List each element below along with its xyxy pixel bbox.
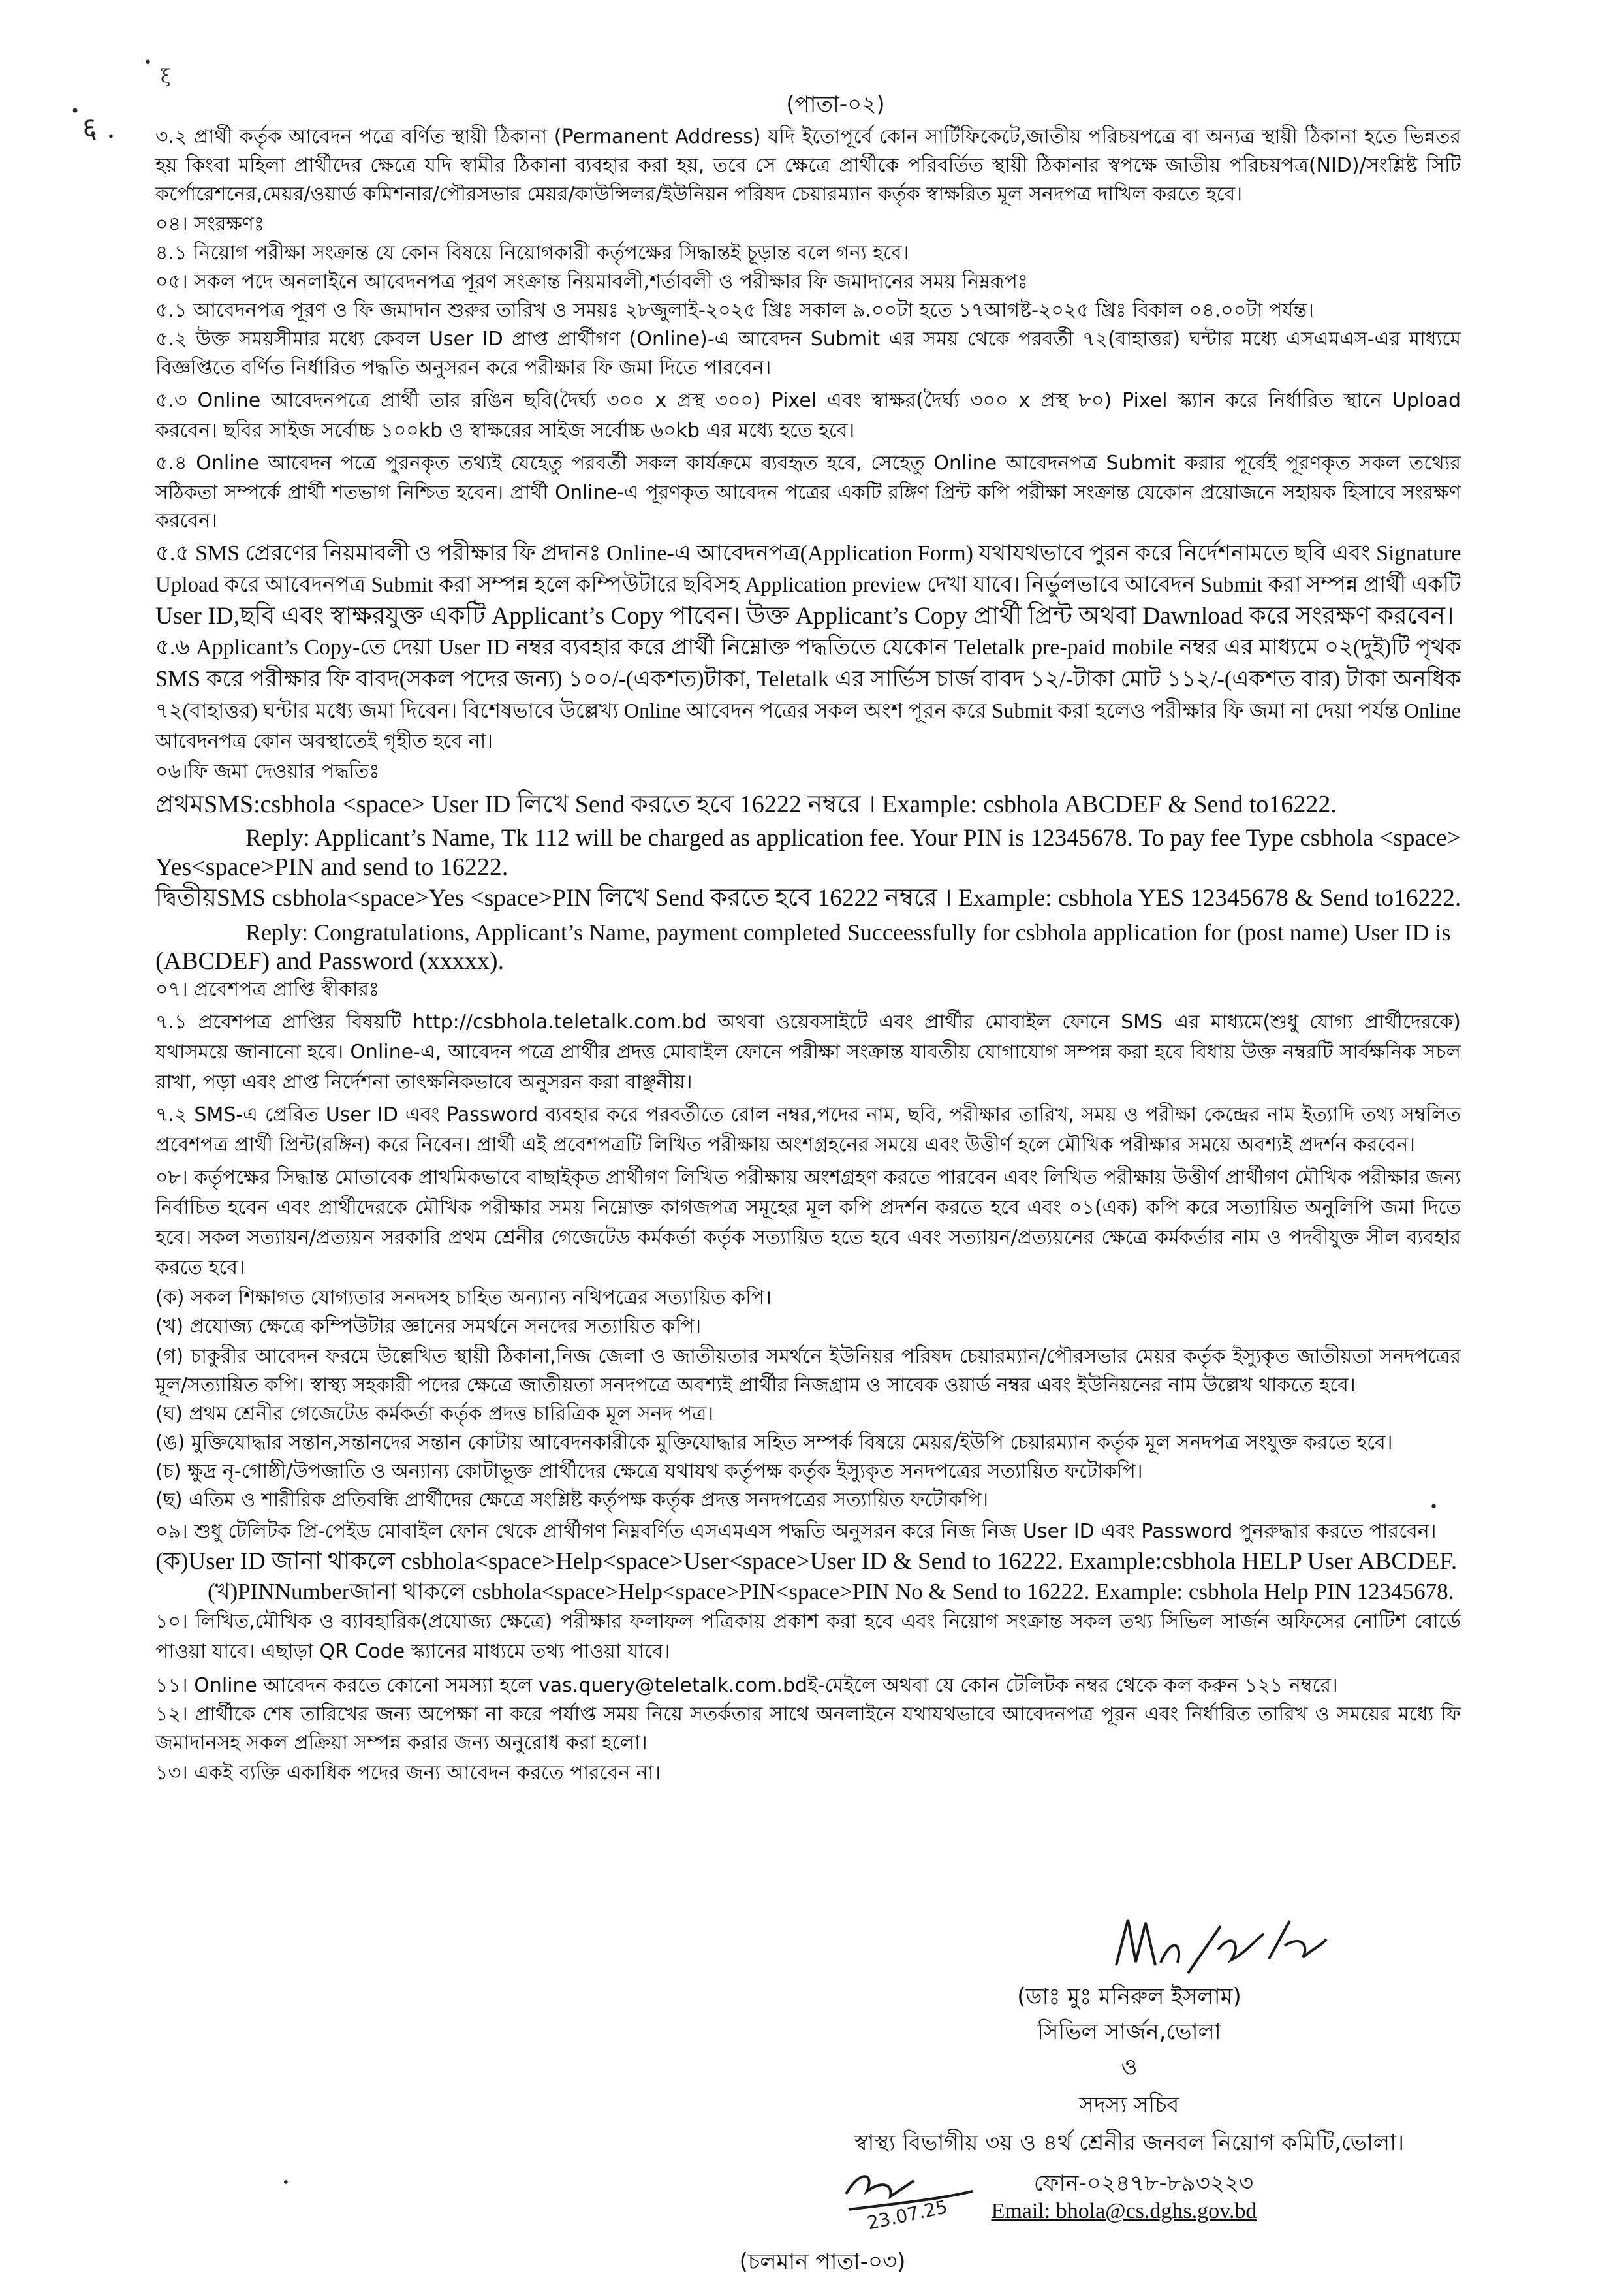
- body-line: (ক) সকল শিক্ষাগত যোগ্যতার সনদসহ চাহিত অন্যান্য নথিপত্রের সত্যায়িত কপি।: [155, 1286, 772, 1309]
- body-line: ৫.১ আবেদনপত্র পূরণ ও ফি জমাদান শুরুর তারিখ ও সময়ঃ ২৮জুলাই-২০২৫ খ্রিঃ সকাল ৯.০০টা হতে ১৭আগষ্ট-২০২৫ খ্রিঃ বিকাল ০৪.০০টা পর্যন্ত।: [155, 299, 1314, 322]
- stray-mark-4: ६ .: [82, 112, 116, 145]
- body-line: পাওয়া যাবে। এছাড়া QR Code স্ক্যানের মাধ্যমে তথ্য পাওয়া যাবে।: [155, 1640, 670, 1663]
- body-line: জমাদানসহ সকল প্রক্রিয়া সম্পন্ন করার জন্য অনুরোধ করা হলো।: [155, 1732, 648, 1754]
- stray-mark-5: •: [1429, 1499, 1438, 1515]
- initials-date: 23.07.25: [865, 2196, 950, 2234]
- body-line: কর্পোরেশনের,মেয়র/ওয়ার্ড কমিশনার/পৌরসভার মেয়র/কাউন্সিলর/ইউনিয়ন পরিষদ চেয়ারম্যান কর্তৃক স্বাক্ষরিত মূল সনদপত্র দাখিল করতে হবে।: [155, 183, 1243, 206]
- body-line: ১৩। একই ব্যক্তি একাধিক পদের জন্য আবেদন করতে পারবেন না।: [155, 1762, 661, 1784]
- body-line: ০৫। সকল পদে অনলাইনে আবেদনপত্র পূরণ সংক্রান্ত নিয়মাবলী,শর্তাবলী ও পরীক্ষার ফি জমাদানের সময় নিম্নরূপঃ: [155, 270, 1028, 293]
- phone-number: ফোন-০২৪৭৮-৮৯৩২২৩: [1033, 2170, 1254, 2196]
- body-line: (খ) প্রযোজ্য ক্ষেত্রে কম্পিউটার জ্ঞানের সমর্থনে সনদের সত্যায়িত কপি।: [155, 1315, 702, 1338]
- body-line: ১১। Online আবেদন করতে কোনো সমস্যা হলে vas.query@teletalk.com.bdই-মেইলে অথবা যে কোন টেলিটক নম্বর থেকে কল করুন ১২১ নম্বরে।: [155, 1674, 1338, 1697]
- body-line: বিজ্ঞপ্তিতে বর্ণিত নির্ধারিত পদ্ধতি অনুসরন করে পরীক্ষার ফি জমা দিতে পারবেন।: [155, 357, 772, 379]
- body-line: ৭.২ SMS-এ প্রেরিত User ID এবং Password ব্যবহার করে পরবর্তীতে রোল নম্বর,পদের নাম, ছবি, পরীক্ষার তারিখ, সময় ও পরীক্ষা কেন্দ্রের নাম ইত্যাদি তথ্য সম্বলিত: [155, 1103, 1461, 1126]
- signature-image: [1110, 1890, 1332, 1991]
- stray-mark-2: ξ: [161, 65, 171, 87]
- signatory-conj: ও: [1121, 2054, 1138, 2080]
- stray-mark-3: •: [70, 102, 80, 120]
- body-line: ০৬।ফি জমা দেওয়ার পদ্ধতিঃ: [155, 760, 380, 783]
- signatory-name: (ডাঃ মুঃ মনিরুল ইসলাম): [1017, 1984, 1241, 2010]
- body-line: ৭.১ প্রবেশপত্র প্রাপ্তির বিষয়টি http://csbhola.teletalk.com.bd অথবা ওয়েবসাইটে এবং প্রার্থীর মোবাইল ফোনে SMS এর মাধ্যমে(শুধু যোগ্য প্রার্থীদেরকে): [155, 1011, 1461, 1034]
- body-line: (ক)User ID জানা থাকলে csbhola<space>Help<space>User<space>User ID & Send to 16222. Example:csbhola HELP User ABCDEF.: [155, 1548, 1458, 1575]
- body-line: Reply: Applicant’s Name, Tk 112 will be charged as application fee. Your PIN is 12345678. To pay fee Type csbhola <space>: [245, 825, 1461, 851]
- stray-mark-6: •: [282, 2174, 290, 2190]
- signature-stroke: [1116, 1920, 1326, 1973]
- body-line: প্রবেশপত্র প্রার্থী প্রিন্ট(রঙ্গিন) করে নিবেন। প্রার্থী এই প্রবেশপত্রটি লিখিত পরীক্ষায় অংশগ্রহনের সময়ে এবং উত্তীর্ণ হলে মৌখিক পরীক্ষার সময়ে অবশ্যই প্রদর্শন করবেন।: [155, 1133, 1415, 1156]
- committee-name: স্বাস্থ্য বিভাগীয় ৩য় ও ৪র্থ শ্রেনীর জনবল নিয়োগ কমিটি,ভোলা।: [854, 2130, 1405, 2156]
- body-line: ০৯। শুধু টেলিটক প্রি-পেইড মোবাইল ফোন থেকে প্রার্থীগণ নিম্নবর্ণিত এসএমএস পদ্ধতি অনুসরন করে নিজ নিজ User ID এবং Password পুনরুদ্ধার করতে পারবেন।: [155, 1520, 1437, 1543]
- body-line: করবেন।: [155, 509, 217, 532]
- body-line: ৫.৫ SMS প্রেরণের নিয়মাবলী ও পরীক্ষার ফি প্রদানঃ Online-এ আবেদনপত্র(Application Form) যথাযথভাবে পুরন করে নির্দেশনামতে ছবি এবং Signature: [155, 541, 1461, 565]
- body-line: ১২। প্রার্থীকে শেষ তারিখের জন্য অপেক্ষা না করে পর্যাপ্ত সময় নিয়ে সতর্কতার সাথে অনলাইনে যথাযথভাবে আবেদনপত্র পূরন এবং নির্ধারিত তারিখ ও সময়ের মধ্যে ফি: [155, 1703, 1461, 1726]
- page-footer: (চলমান পাতা-০৩): [739, 2249, 906, 2275]
- body-line: Reply: Congratulations, Applicant’s Name, payment completed Succeessfully for csbhola application for (post name) User ID is: [245, 919, 1451, 945]
- body-line: (ঙ) মুক্তিযোদ্ধার সন্তান,সন্তানদের সন্তান কোটায় আবেদনকারীকে মুক্তিযোদ্ধার সহিত সম্পর্ক বিষয়ে মেয়র/ইউপি চেয়ারম্যান কর্তৃক মূল সনদপত্র সংযুক্ত করতে হবে।: [155, 1431, 1393, 1454]
- body-line: আবেদনপত্র কোন অবস্থাতেই গৃহীত হবে না।: [155, 730, 493, 753]
- body-line: রাখা, পড়া এবং প্রাপ্ত নির্দেশনা তাৎক্ষনিকভাবে অনুসরন করা বাঞ্ছনীয়।: [155, 1071, 693, 1094]
- body-line: ৫.২ উক্ত সময়সীমার মধ্যে কেবল User ID প্রাপ্ত প্রার্থীগণ (Online)-এ আবেদন Submit এর সময় থেকে পরবর্তী ৭২(বাহাত্তর) ঘন্টার মধ্যে এসএমএস-এর মাধ্যমে: [155, 328, 1461, 351]
- body-line: করবেন। ছবির সাইজ সর্বোচ্চ ১০০kb ও স্বাক্ষরের সাইজ সর্বোচ্চ ৬০kb এর মধ্যে হতে হবে।: [155, 419, 855, 442]
- body-line: User ID,ছবি এবং স্বাক্ষরযুক্ত একটি Applicant’s Copy পাবেন। উক্ত Applicant’s Copy প্রার্থী প্রিন্ট অথবা Dawnload করে সংরক্ষণ করবেন।: [155, 603, 1454, 629]
- body-line: ৪.১ নিয়োগ পরীক্ষা সংক্রান্ত যে কোন বিষয়ে নিয়োগকারী কর্তৃপক্ষের সিদ্ধান্তই চূড়ান্ত বলে গন্য হবে।: [155, 242, 909, 264]
- body-line: ৫.৩ Online আবেদনপত্রে প্রার্থী তার রঙিন ছবি(দৈর্ঘ্য ৩০০ x প্রস্থ ৩০০) Pixel এবং স্বাক্ষর(দৈর্ঘ্য ৩০০ x প্রস্থ ৮০) Pixel স্ক্যান করে নির্ধারিত স্থানে Upload: [155, 389, 1461, 412]
- body-line: Yes<space>PIN and send to 16222.: [155, 853, 508, 881]
- signatory-role: সদস্য সচিব: [1079, 2092, 1179, 2118]
- signatory-designation: সিভিল সার্জন,ভোলা: [1037, 2019, 1221, 2045]
- body-line: দ্বিতীয়SMS csbhola<space>Yes <space>PIN লিখে Send করতে হবে 16222 নম্বরে । Example: csbhola YES 12345678 & Send to16222.: [155, 885, 1461, 911]
- body-line: ০৪। সংরক্ষণঃ: [155, 213, 264, 236]
- page-header: (পাতা-০২): [786, 91, 885, 118]
- body-line: ৭২(বাহাত্তর) ঘন্টার মধ্যে জমা দিবেন। বিশেষভাবে উল্লেখ্য Online আবেদন পত্রের সকল অংশ পূরন করে Submit করা হলেও পরীক্ষার ফি জমা না দেয়া পর্যন্ত Online: [155, 699, 1461, 722]
- body-line: নির্বাচিত হবেন এবং প্রার্থীদেরকে মৌখিক পরীক্ষার সময় নিম্নোক্ত কাগজপত্র সমূহের মূল কপি প্রদর্শন করতে হবে এবং ০১(এক) কপি করে সত্যায়িত অনুলিপি জমা দিতে: [155, 1196, 1461, 1219]
- body-line: (খ)PINNumberজানা থাকলে csbhola<space>Help<space>PIN<space>PIN No & Send to 16222. Example: csbhola Help PIN 12345678.: [208, 1579, 1454, 1604]
- body-line: করতে হবে।: [155, 1256, 245, 1279]
- body-line: (গ) চাকুরীর আবেদন ফরমে উল্লেখিত স্থায়ী ঠিকানা,নিজ জেলা ও জাতীয়তার সমর্থনে ইউনিয়র পরিষদ চেয়ারম্যান/পৌরসভার মেয়র কর্তৃক ইস্যুকৃত জাতীয়তা সনদপত্রের: [155, 1345, 1461, 1368]
- body-line: যথাসময়ে জানানো হবে। Online-এ, আবেদন পত্রে প্রার্থীর প্রদত্ত মোবাইল ফোনে পরীক্ষা সংক্রান্ত যাবতীয় যোগাযোগ সম্পন্ন করা হবে বিধায় উক্ত নম্বরটি সার্বক্ষনিক সচল: [155, 1041, 1461, 1064]
- body-line: হবে। সকল সত্যায়ন/প্রত্যয়ন সরকারি প্রথম শ্রেনীর গেজেটেড কর্মকর্তা কর্তৃক সত্যায়িত হতে হবে এবং সত্যায়ন/প্রত্যয়নের ক্ষেত্রে কর্মকর্তার নাম ও পদবীযুক্ত সীল ব্যবহার: [155, 1226, 1461, 1249]
- body-line: (ABCDEF) and Password (xxxxx).: [155, 947, 505, 975]
- body-line: (ঘ) প্রথম শ্রেনীর গেজেটেড কর্মকর্তা কর্তৃক প্রদত্ত চারিত্রিক মূল সনদ পত্র।: [155, 1402, 714, 1425]
- body-line: SMS করে পরীক্ষার ফি বাবদ(সকল পদের জন্য) ১০০/-(একশত)টাকা, Teletalk এর সার্ভিস চার্জ বাবদ ১২/-টাকা মোট ১১২/-(একশত বার) টাকা অনধিক: [155, 667, 1461, 691]
- body-line: (ছ) এতিম ও শারীরিক প্রতিবন্ধি প্রার্থীদের ক্ষেত্রে সংশ্লিষ্ট কর্তৃপক্ষ কর্তৃক প্রদত্ত সনদপত্রের সত্যায়িত ফটোকপি।: [155, 1489, 989, 1512]
- signature-handwriting: Mr 23/7/25: [1110, 1890, 1167, 1903]
- body-line: ৫.৬ Applicant’s Copy-তে দেয়া User ID নম্বর ব্যবহার করে প্রার্থী নিম্নোক্ত পদ্ধতিতে যেকোন Teletalk pre-paid mobile নম্বর এর মাধ্যমে ০২(দুই)টি পৃথক: [155, 635, 1461, 659]
- body-line: ১০। লিখিত,মৌখিক ও ব্যাবহারিক(প্রযোজ্য ক্ষেত্রে) পরীক্ষার ফলাফল পত্রিকায় প্রকাশ করা হবে এবং নিয়োগ সংক্রান্ত সকল তথ্য সিভিল সার্জন অফিসের নোটিশ বোর্ডে: [155, 1610, 1461, 1633]
- body-line: ০৭। প্রবেশপত্র প্রাপ্তি স্বীকারঃ: [155, 978, 380, 1001]
- body-line: প্রথমSMS:csbhola <space> User ID লিখে Send করতে হবে 16222 নম্বরে । Example: csbhola ABCDEF & Send to16222.: [155, 791, 1337, 818]
- body-line: মূল/সত্যায়িত কপি। স্বাস্থ্য সহকারী পদের ক্ষেত্রে জাতীয়তা সনদপত্রে অবশ্যই প্রার্থীর নিজগ্রাম ও সাবেক ওয়ার্ড নম্বর এবং ইউনিয়নের নাম উল্লেখ থাকতে হবে।: [155, 1374, 1356, 1397]
- body-line: ৫.৪ Online আবেদন পত্রে পুরনকৃত তথ্যই যেহেতু পরবর্তী সকল কার্যক্রমে ব্যবহৃত হবে, সেহেতু Online আবেদনপত্র Submit করার পূর্বেই পূরণকৃত সকল তথ্যের: [155, 452, 1461, 475]
- body-line: ০৮। কর্তৃপক্ষের সিদ্ধান্ত মোতাবেক প্রাথমিকভাবে বাছাইকৃত প্রার্থীগণ লিখিত পরীক্ষায় অংশগ্রহণ করতে পারবেন এবং লিখিত পরীক্ষায় উত্তীর্ণ প্রার্থীগণ মৌখিক পরীক্ষার জন্য: [155, 1166, 1461, 1189]
- stray-mark-1: •: [144, 55, 152, 71]
- body-line: ৩.২ প্রার্থী কর্তৃক আবেদন পত্রে বর্ণিত স্থায়ী ঠিকানা (Permanent Address) যদি ইতোপূর্বে কোন সার্টিফিকেটে,জাতীয় পরিচয়পত্রে বা অন্যত্র স্থায়ী ঠিকানা হতে ভিন্নতর: [155, 125, 1461, 148]
- body-line: (চ) ক্ষুদ্র নৃ-গোষ্ঠী/উপজাতি ও অন্যান্য কোটাভূক্ত প্রার্থীদের ক্ষেত্রে যথাযথ কর্তৃপক্ষ কর্তৃক ইস্যুকৃত সনদপত্রের সত্যায়িত ফটোকপি।: [155, 1460, 1143, 1483]
- body-line: Upload করে আবেদনপত্র Submit করা সম্পন্ন হলে কম্পিউটারে ছবিসহ Application preview দেখা যাবে। নির্ভুলভাবে আবেদন Submit করা সম্পন্ন প্রার্থী একটি: [155, 573, 1461, 597]
- contact-email[interactable]: Email: bhola@cs.dghs.gov.bd: [991, 2199, 1257, 2223]
- body-line: হয় কিংবা মহিলা প্রার্থীদের ক্ষেত্রে যদি স্বামীর ঠিকানা ব্যবহার করা হয়, তবে সে ক্ষেত্রে প্রার্থীকে পরিবর্তিত স্থায়ী ঠিকানার স্বপক্ষে জাতীয় পরিচয়পত্র(NID)/সংশ্লিষ্ট সিটি: [155, 154, 1461, 177]
- body-line: সঠিকতা সম্পর্কে প্রার্থী শতভাগ নিশ্চিত হবেন। প্রার্থী Online-এ পূরণকৃত আবেদন পত্রের একটি রঙ্গিণ প্রিন্ট কপি পরীক্ষা সংক্রান্ত যেকোন প্রয়োজনে সহায়ক হিসাবে সংরক্ষণ: [155, 481, 1461, 503]
